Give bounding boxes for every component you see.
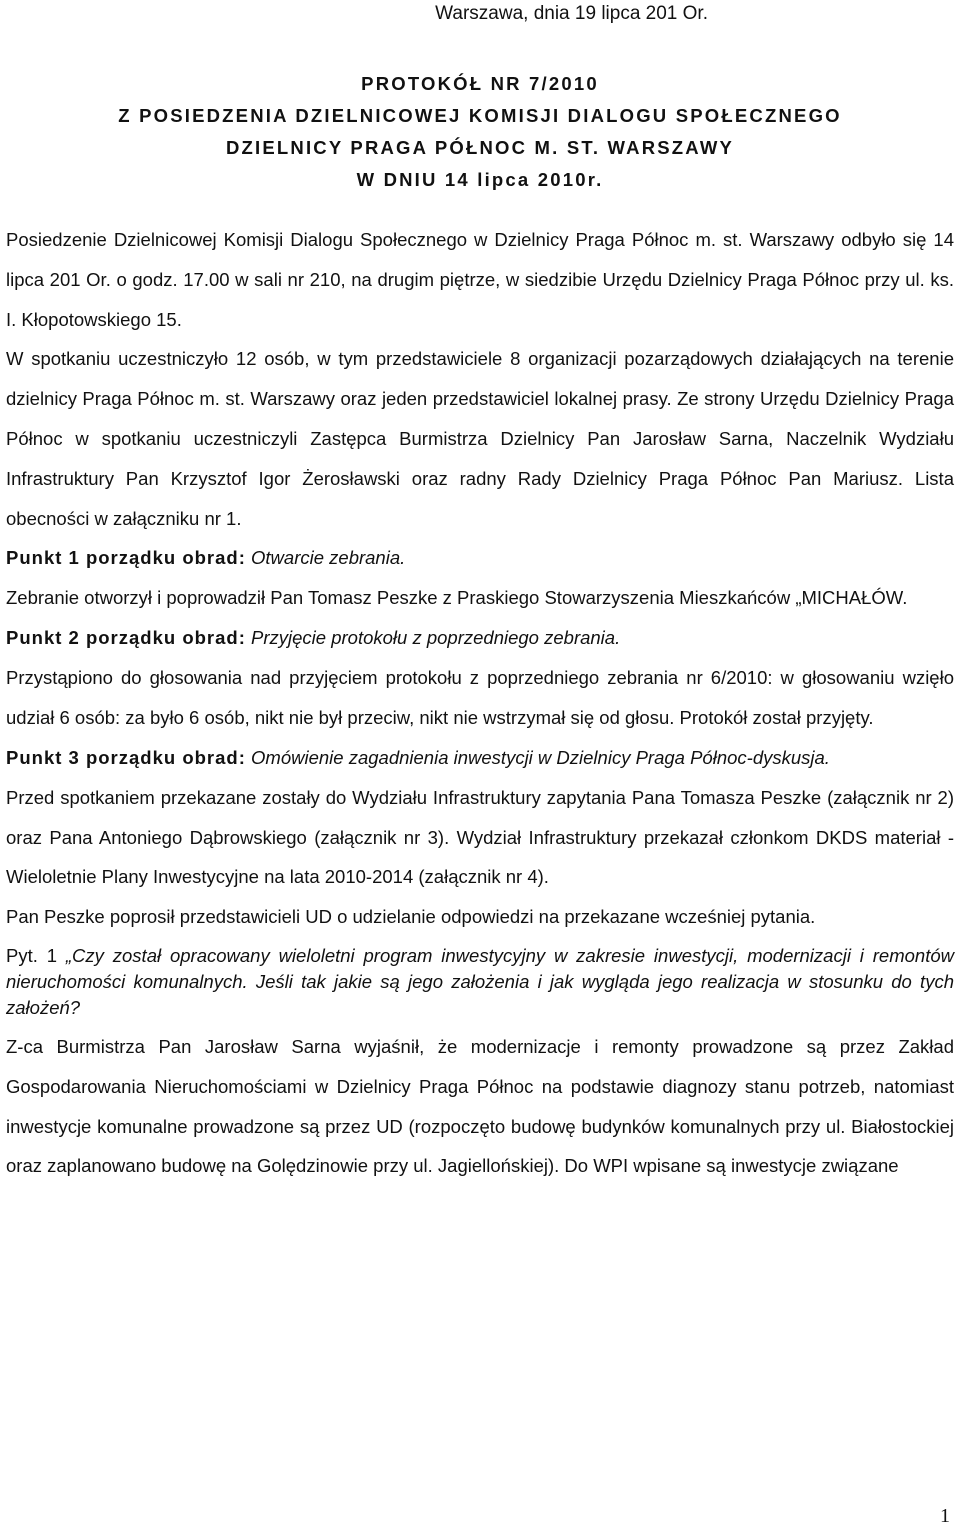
title-line-1: PROTOKÓŁ NR 7/2010 <box>361 73 599 94</box>
document-title <box>0 68 960 196</box>
agenda-point-1-label: Punkt 1 porządku obrad: <box>6 547 246 569</box>
answer-paragraph-1: Z-ca Burmistrza Pan Jarosław Sarna wyjaśnił, że modernizacje i remonty prowadzone są przez Zakład Gospodarowania Nieruchomościami w Dzielnicy Praga Północ na podstawie diagnozy stanu potrzeb, natomiast inwestycje komunalne prowadzone są przez UD (rozpoczęto budowę budynków komunalnych przy ul. Białostockiej oraz zaplanowano budowę na Golędzinowie przy ul. Jagiellońskiej). Do WPI wpisane są inwestycje związane <box>6 1035 954 1177</box>
agenda-point-3-text-2: Pan Peszke poprosił przedstawicieli UD o udzielanie odpowiedzi na przekazane wcześniej pytania. <box>6 906 816 928</box>
agenda-point-2-topic: Przyjęcie protokołu z poprzedniego zebrania. <box>251 627 621 649</box>
agenda-point-3-heading <box>6 738 954 778</box>
document-date: Warszawa, dnia 19 lipca 201 Or. <box>435 3 708 24</box>
question-1 <box>6 937 954 1027</box>
title-line-4: W DNIU 14 lipca 2010r. <box>356 169 604 190</box>
title-line-2: Z POSIEDZENIA DZIELNICOWEJ KOMISJI DIALOGU SPOŁECZNEGO <box>118 105 842 126</box>
title-line-3: DZIELNICY PRAGA PÓŁNOC M. ST. WARSZAWY <box>225 137 735 158</box>
agenda-point-1-text: Zebranie otworzył i poprowadził Pan Tomasz Peszke z Praskiego Stowarzyszenia Mieszkańców „MICHAŁÓW. <box>6 587 908 609</box>
question-1-text: „Czy został opracowany wieloletni program inwestycyjny w zakresie inwestycji, modernizacji i remontów nieruchomości komunalnych. Jeśli tak jakie są jego założenia i jak wygląda jego realizacja w stosunku do tych założeń? <box>6 944 954 1018</box>
agenda-point-3-label: Punkt 3 porządku obrad: <box>6 746 246 768</box>
document-body <box>6 220 954 1186</box>
agenda-point-3-text-1: Przed spotkaniem przekazane zostały do Wydziału Infrastruktury zapytania Pana Tomasza Peszke (załącznik nr 2) oraz Pana Antoniego Dąbrowskiego (załącznik nr 3). Wydział Infrastruktury przekazał członkom DKDS materiał - Wieloletnie Plany Inwestycyjne na lata 2010-2014 (załącznik nr 4). <box>6 786 954 888</box>
agenda-point-2-label: Punkt 2 porządku obrad: <box>6 627 246 649</box>
intro-paragraph-2: W spotkaniu uczestniczyło 12 osób, w tym przedstawiciele 8 organizacji pozarządowych działających na terenie dzielnicy Praga Północ m. st. Warszawy oraz jeden przedstawiciel lokalnej prasy. Ze strony Urzędu Dzielnicy Praga Północ w spotkaniu uczestniczyli Zastępca Burmistrza Dzielnicy Pan Jarosław Sarna, Naczelnik Wydziału Infrastruktury Pan Krzysztof Igor Żerosławski oraz radny Rady Dzielnicy Praga Północ Pan Mariusz. Lista obecności w załączniku nr 1. <box>6 348 954 529</box>
agenda-point-2-heading <box>6 618 954 658</box>
agenda-point-1-heading <box>6 538 954 578</box>
intro-paragraph-1: Posiedzenie Dzielnicowej Komisji Dialogu Społecznego w Dzielnicy Praga Północ m. st. Warszawy odbyło się 14 lipca 201 Or. o godz. 17.00 w sali nr 210, na drugim piętrze, w siedzibie Urzędu Dzielnicy Praga Północ przy ul. ks. I. Kłopotowskiego 15. <box>6 229 954 330</box>
agenda-point-1-topic: Otwarcie zebrania. <box>251 547 406 569</box>
page-number: 1 <box>940 1505 950 1527</box>
agenda-point-3-topic: Omówienie zagadnienia inwestycji w Dzielnicy Praga Północ-dyskusja. <box>251 746 830 768</box>
question-1-label: Pyt. 1 <box>6 944 58 966</box>
agenda-point-2-text: Przystąpiono do głosowania nad przyjęciem protokołu z poprzedniego zebrania nr 6/2010: w głosowaniu wzięło udział 6 osób: za było 6 osób, nikt nie był przeciw, nikt nie wstrzymał się od głosu. Protokół został przyjęty. <box>6 667 954 728</box>
